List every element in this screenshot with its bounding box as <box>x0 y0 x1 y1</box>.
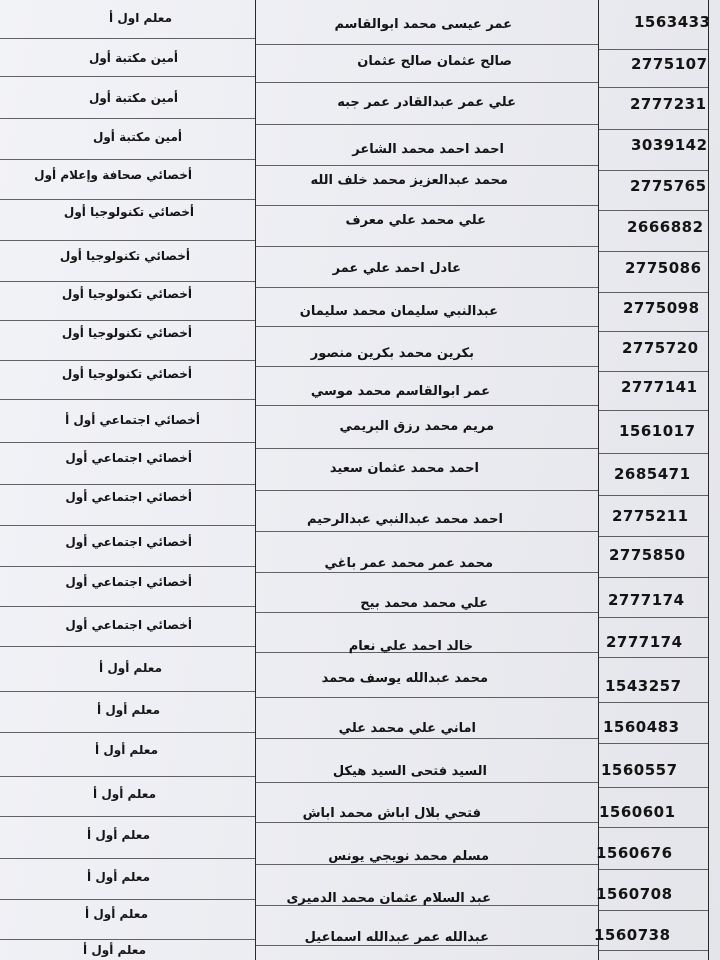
row-divider <box>0 240 255 241</box>
employee-name: احمد احمد محمد الشاعر <box>352 142 504 157</box>
row-divider <box>598 410 708 411</box>
employee-name: صالح عثمان صالح عثمان <box>357 54 512 69</box>
employee-id: 2775211 <box>612 507 689 525</box>
row-divider <box>255 124 598 125</box>
employee-name: السيد فتحى السيد هيكل <box>332 764 487 779</box>
employee-id: 1563433 <box>634 13 711 31</box>
row-divider <box>0 858 255 859</box>
row-divider <box>255 287 598 288</box>
job-title: أمين مكتبة أول <box>92 130 182 144</box>
row-divider <box>598 129 708 130</box>
row-divider <box>255 246 598 247</box>
row-divider <box>0 199 255 200</box>
row-divider <box>598 453 708 454</box>
row-divider <box>255 205 598 206</box>
row-divider <box>255 612 598 613</box>
job-title: معلم أول أ <box>97 703 160 717</box>
employee-name: محمد عبدالله يوسف محمد <box>321 671 488 686</box>
row-divider <box>255 366 598 367</box>
column-divider <box>708 0 709 960</box>
row-divider <box>0 360 255 361</box>
employee-id: 1543257 <box>605 677 682 695</box>
employee-name: محمد عبدالعزيز محمد خلف الله <box>310 173 508 188</box>
row-divider <box>598 371 708 372</box>
job-title: معلم أول أ <box>95 743 158 757</box>
row-divider <box>598 49 708 50</box>
row-divider <box>598 210 708 211</box>
employee-name: عمر ابوالقاسم محمد موسي <box>310 384 490 399</box>
job-title: أخصائي تكنولوجيا أول <box>63 205 194 219</box>
job-title: أخصائي اجتماعي أول <box>65 575 192 589</box>
row-divider <box>0 320 255 321</box>
employee-name: اماني علي محمد علي <box>338 721 476 736</box>
row-divider <box>598 577 708 578</box>
row-divider <box>598 495 708 496</box>
row-divider <box>0 776 255 777</box>
row-divider <box>0 646 255 647</box>
job-title: معلم أول أ <box>87 828 150 842</box>
employee-id: 1560483 <box>603 718 680 736</box>
row-divider <box>255 782 598 783</box>
row-divider <box>598 827 708 828</box>
employee-name: بكرين محمد بكرين منصور <box>310 346 474 361</box>
row-divider <box>0 732 255 733</box>
row-divider <box>0 899 255 900</box>
row-divider <box>0 281 255 282</box>
row-divider <box>598 910 708 911</box>
job-title: أخصائي اجتماعي أول <box>65 451 192 465</box>
row-divider <box>0 606 255 607</box>
row-divider <box>0 399 255 400</box>
job-title: أخصائي اجتماعي أول <box>65 618 192 632</box>
row-divider <box>598 869 708 870</box>
employee-id: 2666882 <box>627 218 704 236</box>
employee-name: خالد احمد علي نعام <box>348 639 473 654</box>
row-divider <box>0 118 255 119</box>
job-title: معلم أول أ <box>85 907 148 921</box>
row-divider <box>598 787 708 788</box>
column-divider <box>255 0 256 960</box>
row-divider <box>598 251 708 252</box>
employee-name: علي محمد محمد بيح <box>360 596 488 611</box>
employee-id: 2775720 <box>622 339 699 357</box>
row-divider <box>0 159 255 160</box>
job-title: أمين مكتبة أول <box>88 51 178 65</box>
row-divider <box>598 170 708 171</box>
row-divider <box>598 617 708 618</box>
job-title: أخصائي اجتماعي أول <box>65 535 192 549</box>
row-divider <box>598 292 708 293</box>
row-divider <box>598 87 708 88</box>
employee-name: عمر عيسى محمد ابوالقاسم <box>334 17 512 32</box>
employee-name: عبدالله عمر عبدالله اسماعيل <box>304 930 489 945</box>
row-divider <box>255 531 598 532</box>
row-divider <box>255 697 598 698</box>
row-divider <box>255 822 598 823</box>
row-divider <box>255 82 598 83</box>
employee-id: 2775086 <box>625 259 702 277</box>
employee-id: 1560601 <box>599 803 676 821</box>
row-divider <box>255 405 598 406</box>
job-title: أخصائي تكنولوجيا أول <box>59 249 190 263</box>
employee-id: 2775850 <box>609 546 686 564</box>
employee-id: 2777174 <box>608 591 685 609</box>
job-title: أخصائي تكنولوجيا أول <box>61 326 192 340</box>
employee-id: 2775107 <box>631 55 708 73</box>
employee-id: 3039142 <box>631 136 708 154</box>
employee-name: عبدالنبي سليمان محمد سليمان <box>299 304 498 319</box>
employee-id: 2777231 <box>630 95 707 113</box>
row-divider <box>0 816 255 817</box>
row-divider <box>0 484 255 485</box>
row-divider <box>0 442 255 443</box>
employee-name: محمد عمر محمد عمر باغي <box>324 556 493 571</box>
row-divider <box>255 490 598 491</box>
row-divider <box>255 572 598 573</box>
employee-name: فتحي بلال اباش محمد اباش <box>302 806 481 821</box>
employee-id: 1561017 <box>619 422 696 440</box>
employee-id: 1560708 <box>596 885 673 903</box>
employee-name: عادل احمد علي عمر <box>332 261 461 276</box>
row-divider <box>598 702 708 703</box>
row-divider <box>0 525 255 526</box>
job-title: معلم أول أ <box>93 787 156 801</box>
job-title: أخصائي صحافة وإعلام أول <box>34 168 192 182</box>
employee-name: مريم محمد رزق البريمي <box>339 419 494 434</box>
row-divider <box>0 566 255 567</box>
job-title: معلم أول أ <box>83 943 146 957</box>
employee-id: 1560557 <box>601 761 678 779</box>
employee-id: 2775765 <box>630 177 707 195</box>
employee-name: عبد السلام عثمان محمد الدميرى <box>286 891 491 906</box>
job-title: معلم أول أ <box>87 870 150 884</box>
employee-id: 2777141 <box>621 378 698 396</box>
row-divider <box>0 691 255 692</box>
job-title: أخصائي اجتماعي أول <box>65 490 192 504</box>
employee-name: علي عمر عبدالقادر عمر جبه <box>337 95 516 110</box>
job-title: معلم أول أ <box>99 661 162 675</box>
row-divider <box>255 864 598 865</box>
row-divider <box>255 738 598 739</box>
row-divider <box>0 38 255 39</box>
row-divider <box>0 939 255 940</box>
row-divider <box>255 448 598 449</box>
employee-id: 2777174 <box>606 633 683 651</box>
employee-name: احمد محمد عبدالنبي عبدالرحيم <box>306 512 503 527</box>
row-divider <box>598 331 708 332</box>
row-divider <box>255 44 598 45</box>
employee-id: 2685471 <box>614 465 691 483</box>
row-divider <box>598 657 708 658</box>
job-title: أخصائي اجتماعي أول أ <box>65 413 200 427</box>
employee-name: احمد محمد عثمان سعيد <box>329 461 479 476</box>
job-title: معلم اول أ <box>109 11 172 25</box>
employee-name: علي محمد علي معرف <box>345 213 486 228</box>
employee-id: 2775098 <box>623 299 700 317</box>
job-title: أخصائي تكنولوجيا أول <box>61 367 192 381</box>
employee-name: مسلم محمد نويجي يونس <box>328 849 489 864</box>
employee-id: 1560738 <box>594 926 671 944</box>
job-title: أمين مكتبة أول <box>88 91 178 105</box>
row-divider <box>598 743 708 744</box>
employee-id: 1560676 <box>596 844 673 862</box>
row-divider <box>0 76 255 77</box>
row-divider <box>255 326 598 327</box>
row-divider <box>255 945 598 946</box>
row-divider <box>598 950 708 951</box>
row-divider <box>598 536 708 537</box>
row-divider <box>255 165 598 166</box>
job-title: أخصائي تكنولوجيا أول <box>61 287 192 301</box>
